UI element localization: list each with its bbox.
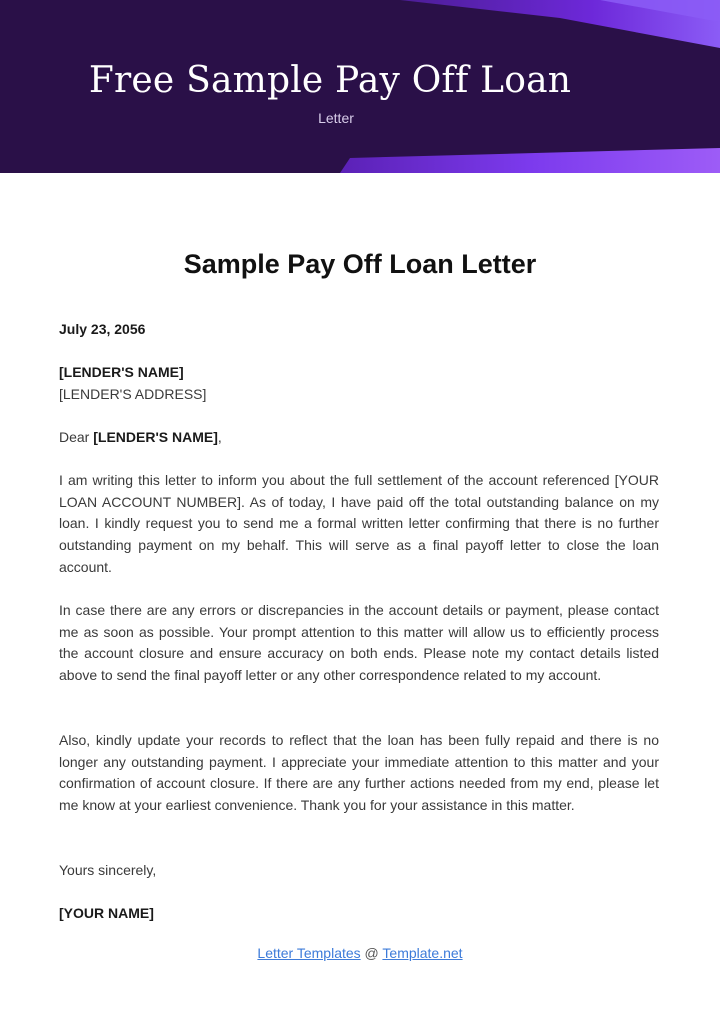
- footer: [0, 945, 720, 961]
- paragraph-3: Also, kindly update your records to reflect that the loan has been fully repaid and there is no longer any outstanding payment. I appreciate your immediate attention to this matter and your confirmation of account closure. If there are any further actions needed from my end, please let me know at your earliest convenience. Thank you for your assistance in this matter.: [59, 732, 659, 814]
- greeting-prefix: Dear: [59, 429, 94, 445]
- greeting: [59, 427, 659, 449]
- lender-name: [LENDER'S NAME]: [59, 364, 184, 380]
- lender-block: [59, 362, 659, 405]
- paragraph-2: In case there are any errors or discrepancies in the account details or payment, please contact me as soon as possible. Your prompt attention to this matter will allow us to efficiently process the account closure and ensure accuracy on both ends. Please note my contact details listed above to send the final payoff letter or any other correspondence related to my account.: [59, 602, 659, 684]
- header-banner: [0, 0, 720, 173]
- banner-subtitle: Letter: [318, 110, 354, 126]
- banner-title: Free Sample Pay Off Loan: [88, 60, 572, 101]
- letter-heading: Sample Pay Off Loan Letter: [183, 249, 537, 279]
- closing: Yours sincerely,: [59, 862, 157, 878]
- greeting-suffix: ,: [217, 429, 222, 445]
- signature: [YOUR NAME]: [59, 905, 154, 921]
- template-net-link[interactable]: Template.net: [382, 945, 463, 961]
- letter-templates-link[interactable]: Letter Templates: [257, 945, 361, 961]
- letter-date: July 23, 2056: [59, 321, 146, 337]
- paragraph-1: I am writing this letter to inform you about the full settlement of the account referenced [YOUR LOAN ACCOUNT NUMBER]. As of today, I have paid off the total outstanding balance on my loan. I kindly request you to send me a formal written letter confirming that there is no further outstanding payment on my behalf. This will serve as a final payoff letter to close the loan account.: [59, 472, 659, 575]
- greeting-name: [LENDER'S NAME]: [93, 429, 218, 445]
- lender-address: [LENDER'S ADDRESS]: [59, 385, 207, 402]
- footer-separator: @: [360, 945, 383, 961]
